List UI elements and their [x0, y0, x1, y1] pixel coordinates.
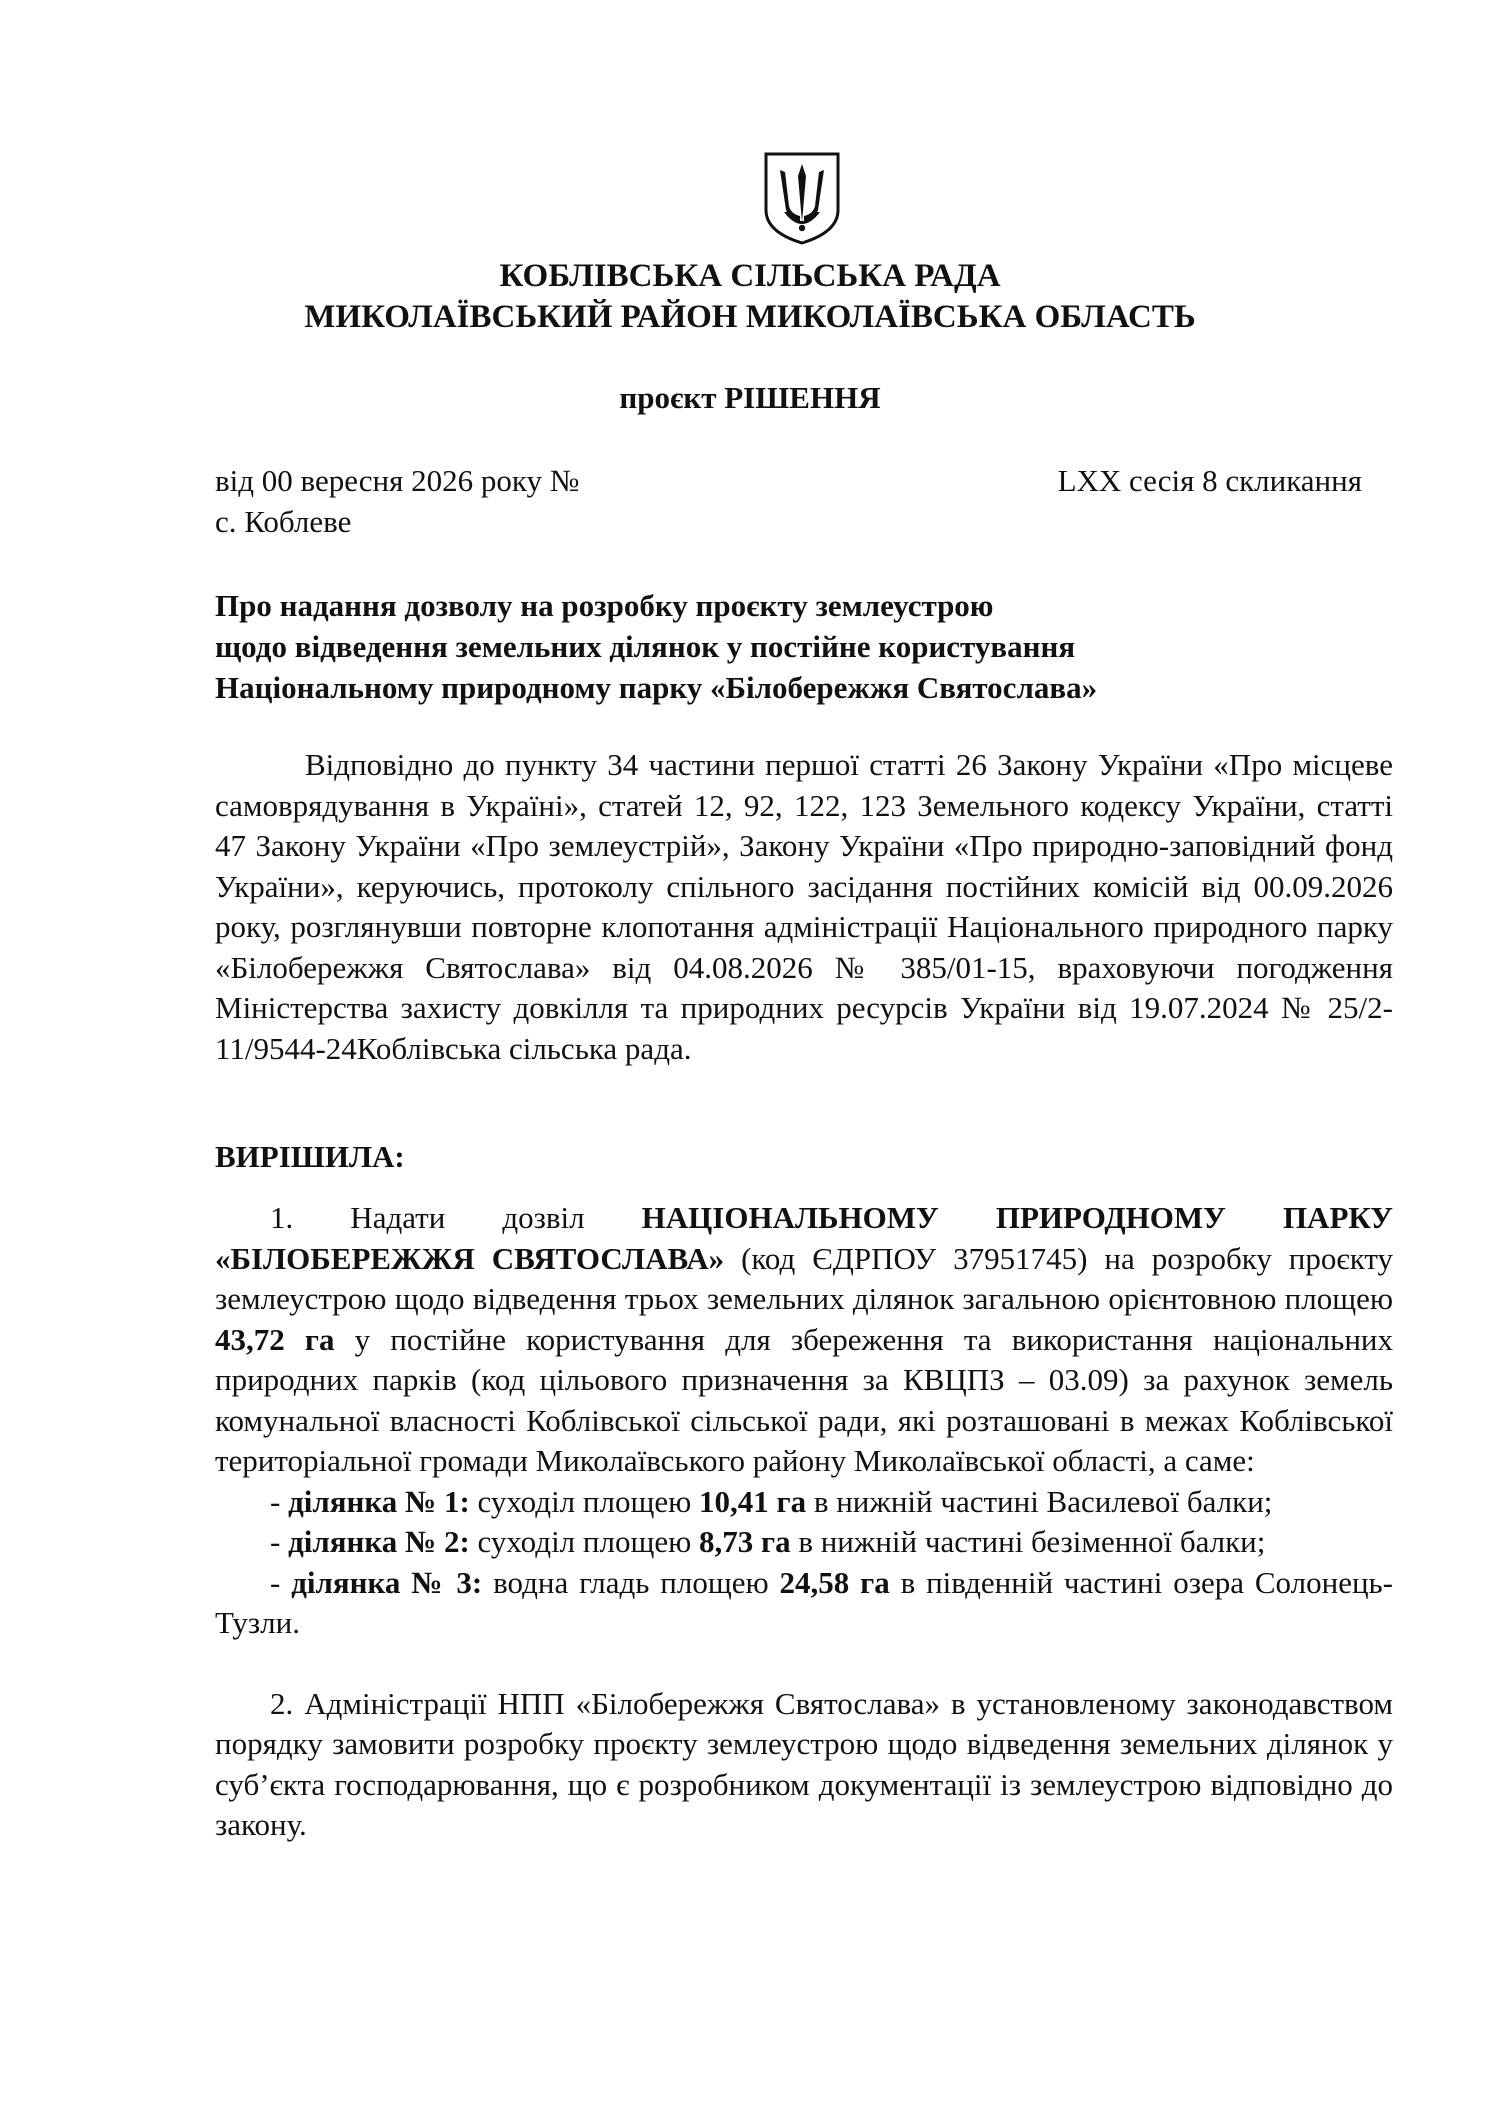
- date-line: від 00 вересня 2026 року №: [215, 463, 580, 498]
- item-1-lead: 1. Надати дозвіл: [270, 1200, 642, 1235]
- plot-text: водна гладь площею: [482, 1564, 780, 1600]
- plot-text: в нижній частині Василевої балки;: [806, 1483, 1273, 1519]
- plot-text: в нижній частині безіменної балки;: [790, 1524, 1266, 1559]
- resolved-label: ВИРІШИЛА:: [215, 1139, 405, 1174]
- item-2: 2. Адміністрації НПП «Білобережжя Святослава» в установленому законодавством порядку замовити розробку проєкту землеустрою щодо відведення земельних ділянок у суб’єкта господарювання, що є розробником документації із землеустрою відповідно до закону.: [215, 1685, 1393, 1842]
- plot-item: [215, 1522, 1393, 1563]
- plot-label: ділянка № 2:: [288, 1524, 470, 1559]
- item-1: [215, 1198, 1393, 1482]
- plot-text: в південній частині озера Солонець-Тузли.: [215, 1564, 1394, 1640]
- session-line: LXX сесія 8 скликання: [1057, 463, 1362, 498]
- preamble-text: Відповідно до пункту 34 частини першої статті 26 Закону України «Про місцеве самоврядування в Україні», статей 12, 92, 122, 123 Земельного кодексу України, статті 47 Закону України «Про землеустрій», Закону України «Про природно-заповідний фонд України», керуючись, протоколу спільного засідання постійних комісій від 00.09.2026 року, розглянувши повторне клопотання адміністрації Національного природного парку «Білобережжя Святослава» від 04.08.2026 № 385/01-15, враховуючи погодження Міністерства захисту довкілля та природних ресурсів України від 19.07.2024 № 25/2-11/9544-24Коблівська сільська рада.: [215, 747, 1393, 1066]
- plot-item: [215, 1482, 1393, 1523]
- subject-line: Про надання дозволу на розробку проєкту землеустрою: [215, 588, 994, 623]
- plot-area: 10,41 га: [699, 1483, 807, 1519]
- plot-text: суходіл площею: [469, 1524, 699, 1559]
- decision-items: [215, 1198, 1393, 1846]
- preamble: [215, 745, 1393, 1069]
- plot-label: ділянка № 1:: [288, 1483, 470, 1519]
- plot-area: 24,58 га: [779, 1564, 890, 1600]
- plot-dash: -: [270, 1524, 289, 1559]
- plot-dash: -: [270, 1564, 292, 1600]
- park-name: НАЦІОНАЛЬНОМУ ПРИРОДНОМУ ПАРКУ «БІЛОБЕРЕЖЖЯ СВЯТОСЛАВА»: [215, 1200, 1393, 1276]
- plot-item: [215, 1563, 1393, 1644]
- council-name: КОБЛІВСЬКА СІЛЬСЬКА РАДА: [499, 258, 1001, 294]
- trident-emblem-icon: [760, 150, 844, 246]
- decision-subject: [215, 585, 1345, 708]
- place-line: с. Коблеве: [215, 504, 352, 539]
- total-area: 43,72 га: [215, 1321, 335, 1357]
- document-title: проєкт РІШЕННЯ: [619, 380, 881, 415]
- item-1-text: у постійне користування для збереження та використання національних природних парків (код цільового призначення за КВЦПЗ – 03.09) за рахунок земель комунальної власності Коблівської сільської ради, які розташовані в межах Коблівської територіальної громади Миколаївського району Миколаївської області, а саме:: [215, 1321, 1393, 1478]
- item-1-text: (код ЄДРПОУ 37951745) на розробку проєкту землеустрою щодо відведення трьох земельних ділянок загальною орієнтовною площею: [215, 1240, 1393, 1316]
- subject-line: щодо відведення земельних ділянок у постійне користування: [215, 629, 1076, 664]
- council-region: МИКОЛАЇВСЬКИЙ РАЙОН МИКОЛАЇВСЬКА ОБЛАСТЬ: [304, 299, 1196, 335]
- council-header: [0, 256, 1500, 338]
- document-meta: [215, 460, 1362, 542]
- plot-label: ділянка № 3:: [291, 1564, 483, 1600]
- plot-dash: -: [270, 1483, 289, 1519]
- plot-text: суходіл площею: [469, 1483, 699, 1519]
- plot-area: 8,73 га: [699, 1524, 791, 1559]
- subject-line: Національному природному парку «Білобережжя Святослава»: [215, 670, 1098, 705]
